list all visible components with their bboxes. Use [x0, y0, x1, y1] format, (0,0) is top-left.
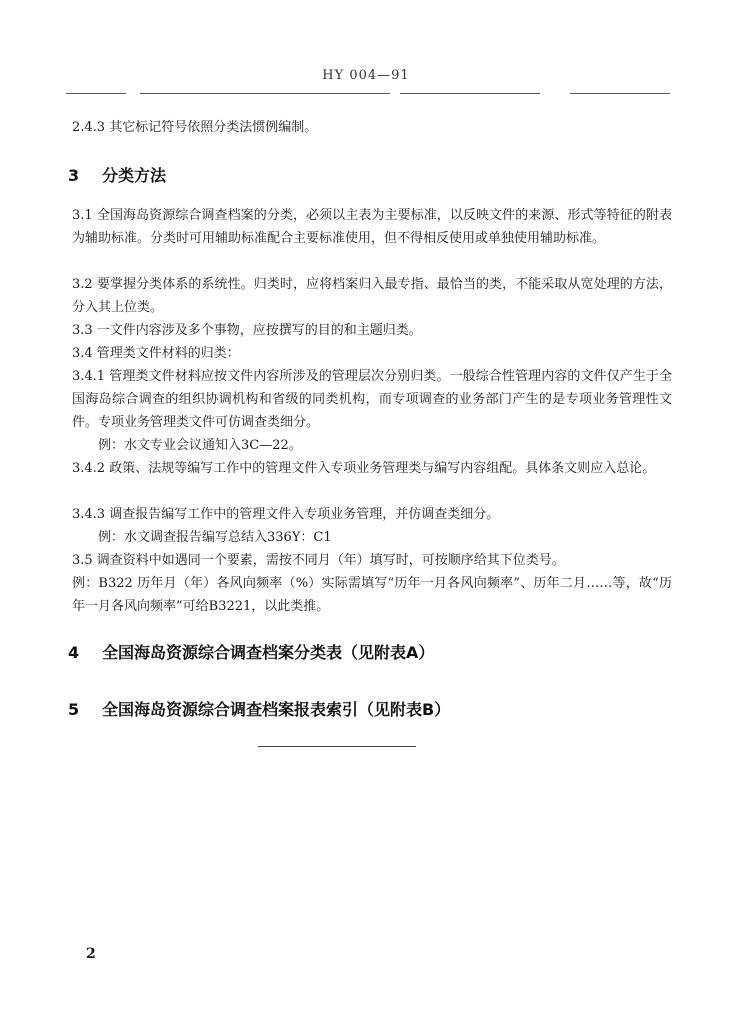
header-rule: [140, 93, 390, 94]
header-rule: [66, 93, 126, 94]
section-number: 5: [68, 700, 80, 719]
section-number: 4: [68, 643, 80, 662]
example-3-4-3: 例：水文调查报告编写总结入336Y：C1: [98, 530, 332, 545]
section-number: 3: [68, 166, 80, 185]
clause-3-4: 3.4 管理类文件材料的归类：: [72, 346, 240, 361]
header-rule: [400, 93, 540, 94]
clause-3-4-3: 3.4.3 调查报告编写工作中的管理文件入专项业务管理，并仿调查类细分。: [72, 507, 500, 522]
section-heading-5: [68, 699, 450, 721]
clause-3-4-1: 3.4.1 管理类文件材料应按文件内容所涉及的管理层次分别归类。一般综合性管理内容的文件仅产生于全国海岛综合调查的组织协调机构和省级的同类机构，而专项调查的业务部门产生的是专项业务管理性文件。专项业务管理类文件可仿调查类细分。: [72, 369, 672, 430]
clause-2-4-3: 2.4.3 其它标记符号依照分类法惯例编制。: [72, 120, 318, 135]
section-heading-3: [68, 165, 166, 187]
section-heading-4: [68, 642, 434, 664]
section-title: 全国海岛资源综合调查档案分类表（见附表A）: [102, 643, 435, 662]
end-of-text-rule: [258, 746, 416, 747]
clause-3-4-2: 3.4.2 政策、法规等编写工作中的管理文件入专项业务管理类与编写内容组配。具体条文则应入总论。: [72, 461, 656, 476]
clause-3-5: 3.5 调查资料中如遇同一个要素，需按不同月（年）填写时，可按顺序给其下位类号。: [72, 553, 565, 568]
clause-3-3: 3.3 一文件内容涉及多个事物，应按撰写的目的和主题归类。: [72, 323, 422, 338]
example-3-5: 例：B322 历年月（年）各风向频率（%）实际需填写“历年一月各风向频率”、历年二月……等，故“历年一月各风向频率”可给B3221，以此类推。: [72, 576, 672, 614]
section-title: 分类方法: [102, 166, 167, 185]
standard-code: HY 004—91: [322, 68, 410, 83]
clause-3-1: 3.1 全国海岛资源综合调查档案的分类，必须以主表为主要标准，以反映文件的来源、形式等特征的附表为辅助标准。分类时可用辅助标准配合主要标准使用，但不得相反使用或单独使用辅助标准。: [72, 208, 672, 246]
header-rule: [570, 93, 670, 94]
section-title: 全国海岛资源综合调查档案报表索引（见附表B）: [102, 700, 451, 719]
clause-3-2: 3.2 要掌握分类体系的系统性。归类时，应将档案归入最专指、最恰当的类，不能采取从宽处理的方法，分入其上位类。: [72, 277, 672, 315]
page-number: 2: [86, 946, 96, 962]
example-3-4-1: 例：水文专业会议通知入3C—22。: [98, 438, 302, 453]
